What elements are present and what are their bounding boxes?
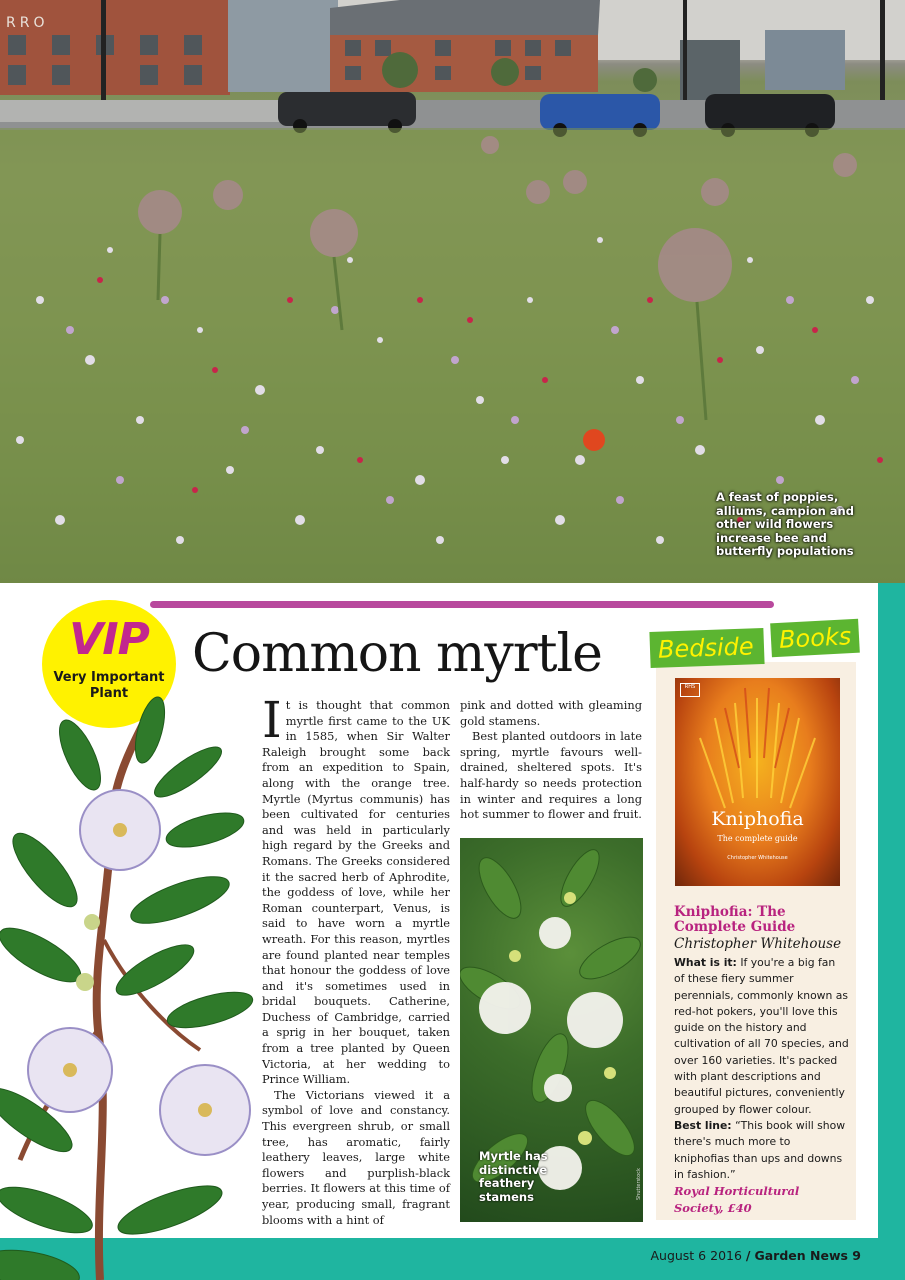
article-paragraph-text: t is thought that common myrtle first came to the UK in 1585, when Sir Walter Raleigh brought some back from an expedition to Spain, along with the orange tree. Myrtle (Myrtus communis) has been cultivated for centuries and was held in particularly high regard by the Greeks and Romans. The Greeks considered it the sacred herb of Aphrodite, the goddess of love, while her Roman counterpart, Venus, is said to have worn a myrtle wreath. For this reason, myrtles are found planted near temples that honour the goddess of love and it's sometimes used in bridal bouquets. Catherine, Duchess of Cambridge, carried a sprig in her bouquet, taken from a tree planted by Queen Victoria, at her wedding to Prince William. (262, 698, 450, 1087)
bedside-books-tag-right: Books (770, 619, 860, 658)
issue-date: August 6 2016 (650, 1248, 742, 1263)
what-text: If you're a big fan of these fiery summer perennials, commonly known as red-hot pokers, you'll love this guide on the history and cultivation of all 70 species, and over 160 varieties. It's packed with plant descriptions and beautiful pictures, conveniently grouped by flower colour. (674, 956, 849, 1116)
book-price: Royal Horticultural Society, £40 (674, 1184, 800, 1216)
article-paragraph (262, 691, 450, 1088)
book-heading: Kniphofia: The Complete Guide (674, 904, 796, 935)
hero-caption: A feast of poppies, alliums, campion and other wild flowers increase bee and butterfly populations (716, 490, 854, 558)
article-column-2 (460, 698, 642, 823)
what-label: What is it: (674, 956, 737, 969)
book-cover-author: Christopher Whitehouse (727, 855, 788, 861)
book-cover (675, 678, 840, 886)
book-author: Christopher Whitehouse (674, 936, 842, 952)
book-review (674, 955, 849, 1218)
building-sign: RRO (6, 15, 49, 31)
bedside-books-tag-left: Bedside (649, 628, 764, 668)
article-paragraph: The Victorians viewed it a symbol of love and constancy. This evergreen shrub, or small tree, has aromatic, fairly leathery leaves, large white flowers and purplish-black berries. It flowers at this time of year, producing small, fragrant blooms with a hint of (262, 1087, 450, 1227)
vip-subtitle: Very Important Plant (53, 670, 165, 701)
article-column-1 (262, 691, 450, 1228)
page-footer (650, 1248, 861, 1263)
best-line-text: “This book will show there's much more to kniphofias than ups and downs in fashion.” (674, 1118, 846, 1181)
best-line-label: Best line: (674, 1118, 732, 1132)
publication-page: Garden News 9 (754, 1248, 861, 1263)
accent-rule (150, 601, 774, 608)
footer-separator: / (745, 1248, 751, 1263)
book-cover-title: Kniphofia (711, 808, 804, 830)
drop-cap: I (262, 691, 282, 749)
photo-credit: Shutterstock (636, 1168, 642, 1200)
hero-photo (0, 0, 905, 583)
article-paragraph: pink and dotted with gleaming gold stamens. (460, 698, 642, 728)
myrtle-illustration (0, 690, 270, 1280)
book-cover-subtitle: The complete guide (717, 834, 798, 843)
book-publisher-logo: RHS (680, 683, 700, 697)
article-title: Common myrtle (192, 624, 602, 684)
myrtle-photo-caption: Myrtle has distinctive feathery stamens (479, 1149, 548, 1204)
article-paragraph: Best planted outdoors in late spring, myrtle favours well-drained, sheltered spots. It's half-hardy so needs protection in winter and requires a long hot summer to flower and fruit. (460, 729, 642, 822)
vip-label: VIP (69, 614, 149, 665)
